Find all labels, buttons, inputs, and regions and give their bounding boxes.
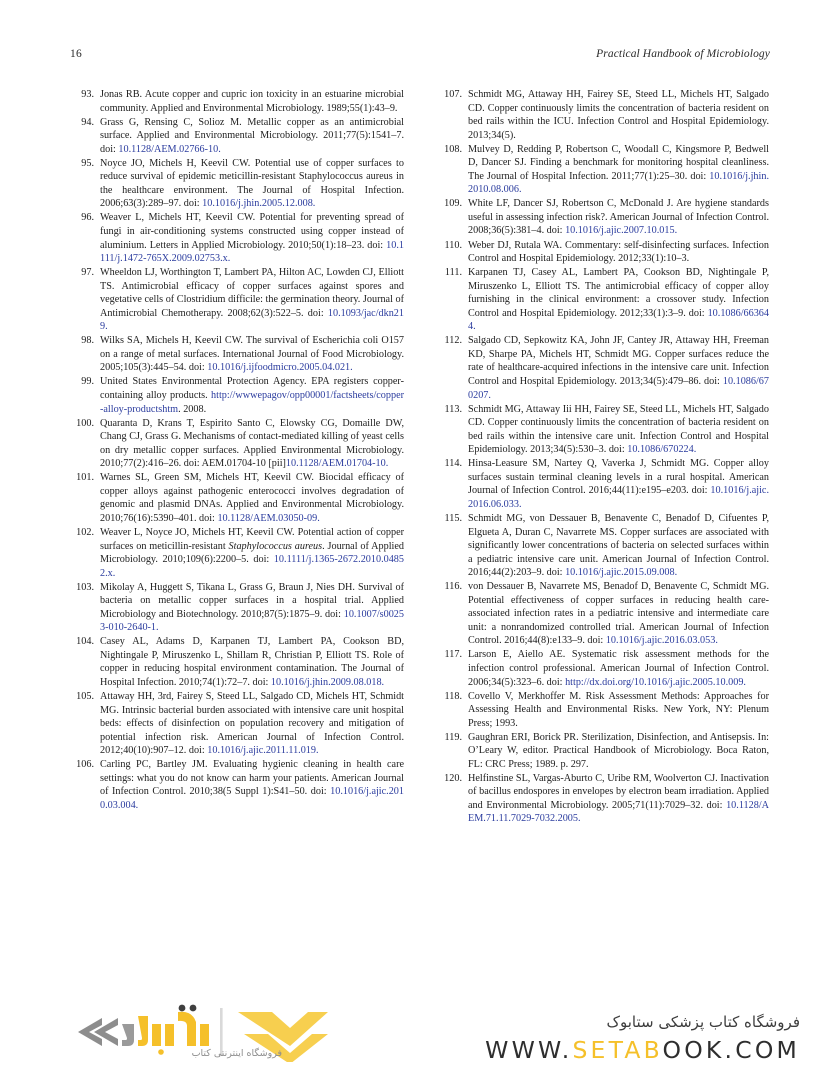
reference-columns bbox=[70, 88, 770, 996]
reference-text bbox=[100, 211, 404, 265]
reference-number: 106. bbox=[76, 759, 94, 771]
reference-number: 107. bbox=[444, 89, 462, 100]
setabook-logo bbox=[62, 1002, 332, 1074]
reference-doi-link[interactable]: 10.1128/AEM.02766-10. bbox=[118, 143, 221, 155]
reference-text-segment: Wheeldon LJ, Worthington T, Lambert PA, Hilton AC, Lowden CJ, Elliott TS. Antimicrobial efficacy of copper surfaces against spores and vegetative cells of Clostridium difficile: the germination theory. Journal of Antimicrobial Chemotherapy. 2008;62(3):522–5. doi: bbox=[100, 267, 404, 319]
reference-doi-link[interactable]: 10.1086/663644. bbox=[468, 307, 769, 333]
reference-number: 105. bbox=[76, 691, 94, 703]
reference-item bbox=[435, 266, 769, 334]
logo-subtitle: فروشگاه اینترنتی کتاب bbox=[191, 1048, 282, 1059]
reference-text-segment: Schmidt MG, Attaway HH, Fairey SE, Steed LL, Michels HT, Salgado CD. Copper continuously limits the concentration of bacteria resident on bed rails within the ICU. Infection Control and Hospital Epidemiology. 2013;34(5). bbox=[468, 89, 769, 141]
reference-list-right bbox=[435, 88, 769, 826]
watermark-text-block bbox=[470, 1002, 800, 1074]
reference-text bbox=[100, 471, 404, 525]
reference-text bbox=[100, 375, 404, 416]
url-prefix: WWW. bbox=[485, 1035, 573, 1064]
reference-doi-link[interactable]: 10.1016/j.ajic.2011.11.019. bbox=[207, 745, 319, 757]
reference-item bbox=[70, 581, 404, 635]
reference-text-segment: Jonas RB. Acute copper and cupric ion toxicity in an estuarine microbial community. Applied and Environmental Microbiology. 1989;55(1):43–9. bbox=[100, 89, 404, 114]
reference-item bbox=[70, 635, 404, 689]
reference-number: 111. bbox=[444, 267, 462, 279]
reference-text bbox=[100, 581, 404, 635]
reference-text bbox=[100, 116, 404, 157]
reference-item bbox=[70, 375, 404, 416]
reference-item bbox=[70, 690, 404, 758]
reference-text bbox=[100, 417, 404, 471]
reference-text-segment: Grass G, Rensing C, Solioz M. Metallic copper as an antimicrobial surface. Applied and Environmental Microbiology. 2011;77(5):1541–7. doi: bbox=[100, 116, 404, 155]
reference-text bbox=[468, 88, 769, 142]
reference-text bbox=[100, 526, 404, 580]
reference-text-segment: Gaughran ERI, Borick PR. Sterilization, Disinfection, and Antisepsis. In: O’Leary W, editor. Practical Handbook of Microbiology. Boca Raton, FL: CRC Press; 1989. p. 297. bbox=[468, 731, 769, 770]
reference-text-segment: Weaver L, Noyce JO, Michels HT, Keevil CW. Potential action of copper surfaces on meticillin-resistant bbox=[100, 527, 404, 552]
reference-text-segment: Schmidt MG, Attaway Iii HH, Fairey SE, Steed LL, Michels HT, Salgado CD. Copper continuously limits the concentration of bacteria resident on bed rails within the intensive care unit. Infection Control and Hospital Epidemiology. 2013;34(5):530–3. doi: bbox=[468, 403, 769, 456]
reference-text-segment: Quaranta D, Krans T, Espirito Santo C, Elowsky CG, Domaille DW, Chang CJ, Grass G. Mechanisms of contact-mediated killing of yeast cells on dry metallic copper surfaces. Applied Environmental Microbiology. 2010;77(2):416–26. doi: AEM.01704-10 [pii] bbox=[100, 417, 404, 470]
reference-item bbox=[435, 690, 769, 731]
book-title: Practical Handbook of Microbiology bbox=[596, 48, 770, 60]
reference-doi-link[interactable]: 10.1086/670224. bbox=[627, 444, 697, 456]
reference-text bbox=[468, 512, 769, 580]
reference-number: 97. bbox=[81, 267, 94, 279]
reference-doi-link[interactable]: http://dx.doi.org/10.1016/j.ajic.2005.10.009. bbox=[565, 676, 746, 688]
reference-doi-link[interactable]: 10.1016/j.jhin.2010.08.006. bbox=[468, 170, 769, 196]
reference-number: 109. bbox=[444, 198, 462, 210]
reference-text-segment: Hinsa-Leasure SM, Nartey Q, Vaverka J, Schmidt MG. Copper alloy surfaces sustain terminal cleaning levels in a rural hospital. American Journal of Infection Control. 2016;44(11):e195–e203. doi: bbox=[468, 458, 769, 497]
reference-text-segment: White LF, Dancer SJ, Robertson C, McDonald J. Are hygiene standards useful in assessing infection risk?. American Journal of Infection Control. 2008;36(5):381–4. doi: bbox=[468, 198, 769, 237]
reference-text-segment: Helfinstine SL, Vargas-Aburto C, Uribe RM, Woolverton CJ. Inactivation of bacillus endospores in envelopes by electron beam irradiation. Applied and Environmental Microbiology. 2005;71(11):7029–32. doi: bbox=[468, 772, 769, 811]
reference-doi-link[interactable]: 10.1016/j.jhin.2005.12.008. bbox=[202, 198, 316, 210]
reference-number: 108. bbox=[444, 143, 462, 155]
reference-item bbox=[70, 157, 404, 211]
reference-item bbox=[70, 758, 404, 812]
reference-text bbox=[468, 580, 769, 648]
reference-text-segment: . Journal of Applied Microbiology. 2010;109(6):2200–5. doi: bbox=[100, 540, 404, 566]
reference-text-segment: Schmidt MG, von Dessauer B, Benavente C, Benadof D, Cifuentes P, Elgueta A, Duran C, Navarrete MS. Copper surfaces are associated with significantly lower concentrations of bacteria on selected surfaces within a pediatric intensive care unit. American Journal of Infection Control. 2016;44(2):203–9. doi: bbox=[468, 512, 769, 579]
reference-item bbox=[435, 143, 769, 197]
reference-text-segment: Weber DJ, Rutala WA. Commentary: self-disinfecting surfaces. Infection Control and Hospital Epidemiology. 2012;33(1):10–3. bbox=[468, 239, 769, 265]
reference-number: 101. bbox=[76, 472, 94, 484]
reference-doi-link[interactable]: 10.1016/j.ajic.2015.09.008. bbox=[565, 567, 678, 579]
reference-text bbox=[468, 239, 769, 266]
reference-text bbox=[100, 266, 404, 334]
reference-doi-link[interactable]: 10.1128/AEM.03050-09. bbox=[217, 512, 320, 524]
reference-text-segment: United States Environmental Protection Agency. EPA registers copper-containing alloy products. bbox=[100, 376, 404, 402]
reference-text-segment: Karpanen TJ, Casey AL, Lambert PA, Cookson BD, Nightingale P, Miruszenko L, Elliott TS. The antimicrobial efficacy of copper alloy furnishing in the clinical environment: a crossover study. Infection Control and Hospital Epidemiology. 2012;33(1):3–9. doi: bbox=[468, 267, 769, 319]
reference-doi-link[interactable]: 10.1016/j.ajic.2010.03.004. bbox=[100, 786, 404, 811]
reference-doi-link[interactable]: 10.1086/670207. bbox=[468, 375, 769, 401]
reference-number: 96. bbox=[81, 212, 94, 224]
reference-text-segment: Carling PC, Bartley JM. Evaluating hygienic cleaning in health care settings: what you do not know can harm your patients. American Journal of Infection Control. 2010;38(5 Suppl 1):S41–50. doi: bbox=[100, 759, 404, 798]
reference-number: 100. bbox=[76, 417, 94, 429]
reference-item bbox=[435, 334, 769, 402]
reference-number: 119. bbox=[444, 731, 462, 743]
reference-item bbox=[70, 526, 404, 580]
reference-doi-link[interactable]: http://wwwepagov/opp00001/factsheets/copper-alloy-productshtm bbox=[100, 390, 404, 415]
reference-text bbox=[100, 334, 404, 375]
reference-item bbox=[70, 417, 404, 471]
reference-item bbox=[435, 772, 769, 826]
reference-text-segment: Wilks SA, Michels H, Keevil CW. The survival of Escherichia coli O157 on a range of metal surfaces. International Journal of Food Microbiology. 2005;105(3):445–54. doi: bbox=[100, 335, 404, 374]
reference-number: 103. bbox=[76, 581, 94, 593]
reference-text bbox=[468, 772, 769, 826]
page-number: 16 bbox=[70, 48, 82, 60]
reference-text-segment: Covello V, Merkhoffer M. Risk Assessment Methods: Approaches for Assessing Health and Environmental Risks. New York, NY: Plenum Press; 1993. bbox=[468, 690, 769, 729]
reference-text-segment: Mulvey D, Redding P, Robertson C, Woodall C, Kingsmore P, Bedwell D, Dancer SJ. Finding a benchmark for monitoring hospital cleanliness. The Journal of Hospital Infection. 2011;77(1):25–30. doi: bbox=[468, 143, 769, 182]
watermark-band bbox=[0, 996, 834, 1080]
reference-text-segment: Warnes SL, Green SM, Michels HT, Keevil CW. Biocidal efficacy of copper alloys against pathogenic enterococci involves degradation of genomic and plasmid DNAs. Applied and Environmental Microbiology. 2010;76(16):5390–401. doi: bbox=[100, 472, 404, 524]
reference-text-segment: Weaver L, Michels HT, Keevil CW. Potential for preventing spread of fungi in air-conditioning systems constructed using copper instead of aluminium. Letters in Applied Microbiology. 2010;50(1):18–23. doi: bbox=[100, 212, 404, 251]
reference-text-segment: Casey AL, Adams D, Karpanen TJ, Lambert PA, Cookson BD, Nightingale P, Miruszenko L, Shillam R, Christian P, Elliott TS. Role of copper in reducing hospital environment contamination. The Journal of Hospital Infection. 2010;74(1):72–7. doi: bbox=[100, 636, 404, 689]
reference-text-segment: Larson E, Aiello AE. Systematic risk assessment methods for the infection control professional. American Journal of Infection Control. 2006;34(5):323–6. doi: bbox=[468, 649, 769, 688]
reference-doi-link[interactable]: 10.1111/j.1472-765X.2009.02753.x. bbox=[100, 239, 404, 265]
reference-species-name: Staphylococcus aureus bbox=[228, 540, 323, 552]
reference-doi-link[interactable]: 10.1016/j.ajic.2007.10.015. bbox=[565, 225, 678, 237]
reference-item bbox=[435, 512, 769, 580]
url-b: B bbox=[643, 1035, 663, 1064]
reference-number: 112. bbox=[444, 335, 462, 347]
watermark-tagline: فروشگاه کتاب پزشکی ستابوک bbox=[606, 1012, 800, 1031]
reference-text bbox=[100, 88, 404, 115]
reference-item bbox=[70, 211, 404, 265]
reference-list-left bbox=[70, 88, 404, 812]
reference-item bbox=[435, 731, 769, 772]
reference-item bbox=[435, 580, 769, 648]
right-column bbox=[435, 88, 769, 996]
reference-doi-link[interactable]: 10.1016/j.ajic.2016.03.053. bbox=[605, 635, 718, 647]
reference-doi-link[interactable]: 10.1111/j.1365-2672.2010.04852.x. bbox=[100, 554, 404, 579]
reference-number: 104. bbox=[76, 636, 94, 648]
reference-text bbox=[468, 457, 769, 511]
reference-number: 114. bbox=[444, 458, 462, 470]
reference-item bbox=[435, 239, 769, 266]
reference-text bbox=[468, 197, 769, 238]
reference-number: 120. bbox=[444, 772, 462, 784]
reference-item bbox=[435, 403, 769, 457]
reference-text-segment: von Dessauer B, Navarrete MS, Benadof D, Benavente C, Schmidt MG. Potential effectiveness of copper surfaces in reducing health care-associated infection rates in a pediatric intensive and intermediate care unit: a nonrandomized controlled trial. American Journal of Infection Control. 2016;44(8):e133–9. doi: bbox=[468, 581, 769, 647]
reference-number: 98. bbox=[81, 335, 94, 347]
reference-text bbox=[100, 690, 404, 758]
reference-number: 115. bbox=[444, 512, 462, 524]
reference-text-segment: . 2008. bbox=[178, 403, 207, 415]
reference-number: 118. bbox=[444, 690, 462, 702]
left-column bbox=[70, 88, 404, 996]
reference-number: 94. bbox=[81, 116, 94, 128]
reference-number: 113. bbox=[444, 403, 462, 415]
reference-item bbox=[70, 471, 404, 525]
reference-item bbox=[435, 197, 769, 238]
reference-number: 95. bbox=[81, 157, 94, 169]
reference-doi-link[interactable]: 10.1007/s00253-010-2640-1. bbox=[100, 608, 404, 634]
reference-item bbox=[70, 266, 404, 334]
reference-item bbox=[70, 334, 404, 375]
reference-number: 99. bbox=[81, 376, 94, 388]
reference-text bbox=[468, 266, 769, 334]
reference-text bbox=[100, 635, 404, 689]
reference-doi-link[interactable]: 10.1128/AEM.01704-10. bbox=[285, 458, 389, 470]
url-seta: SETA bbox=[572, 1035, 644, 1064]
reference-text-segment: Attaway HH, 3rd, Fairey S, Steed LL, Salgado CD, Michels HT, Schmidt MG. Intrinsic bacterial burden associated with intensive care unit hospital beds: effects of disinfection on population recovery and mitigation of potential infection risk. American Journal of Infection Control. 2012;40(10):907–12. doi: bbox=[100, 691, 404, 757]
reference-doi-link[interactable]: 10.1016/j.jhin.2009.08.018. bbox=[270, 677, 385, 689]
reference-number: 102. bbox=[76, 527, 94, 538]
reference-doi-link[interactable]: 10.1016/j.ajic.2016.06.033. bbox=[468, 485, 769, 510]
reference-item bbox=[70, 116, 404, 157]
reference-text bbox=[468, 334, 769, 402]
reference-doi-link[interactable]: 10.1093/jac/dkn219. bbox=[100, 307, 404, 333]
reference-text bbox=[100, 157, 404, 211]
reference-item bbox=[70, 88, 404, 115]
watermark-url[interactable] bbox=[485, 1036, 800, 1064]
reference-number: 117. bbox=[444, 649, 462, 661]
reference-text-segment: Mikolay A, Huggett S, Tikana L, Grass G, Braun J, Nies DH. Survival of bacteria on metallic copper surfaces in a hospital trial. Applied Microbiology and Biotechnology. 2010;87(5):1875–9. doi: bbox=[100, 581, 404, 620]
reference-text bbox=[100, 758, 404, 812]
reference-text-segment: Noyce JO, Michels H, Keevil CW. Potential use of copper surfaces to reduce survival of epidemic meticillin-resistant Staphylococcus aureus in the healthcare environment. The Journal of Hospital Infection. 2006;63(3):289–97. doi: bbox=[100, 157, 404, 210]
reference-text bbox=[468, 648, 769, 689]
reference-text bbox=[468, 690, 769, 731]
reference-item bbox=[435, 88, 769, 142]
url-suffix: OOK.COM bbox=[662, 1035, 800, 1064]
reference-doi-link[interactable]: 10.1016/j.ijfoodmicro.2005.04.021. bbox=[207, 362, 353, 374]
reference-item bbox=[435, 648, 769, 689]
reference-doi-link[interactable]: 10.1128/AEM.71.11.7029-7032.2005. bbox=[468, 799, 769, 825]
reference-number: 110. bbox=[444, 239, 462, 251]
reference-number: 116. bbox=[444, 581, 462, 593]
reference-text-segment: Salgado CD, Sepkowitz KA, John JF, Cantey JR, Attaway HH, Freeman KD, Sharpe PA, Michels HT, Schmidt MG. Copper surfaces reduce the rate of healthcare-acquired infections in the intensive care unit. Infection Control and Hospital Epidemiology. 2013;34(5):479–86. doi: bbox=[468, 335, 769, 387]
reference-number: 93. bbox=[81, 89, 94, 100]
running-head bbox=[70, 48, 770, 68]
reference-text bbox=[468, 403, 769, 457]
reference-text bbox=[468, 143, 769, 197]
reference-text bbox=[468, 731, 769, 772]
reference-item bbox=[435, 457, 769, 511]
